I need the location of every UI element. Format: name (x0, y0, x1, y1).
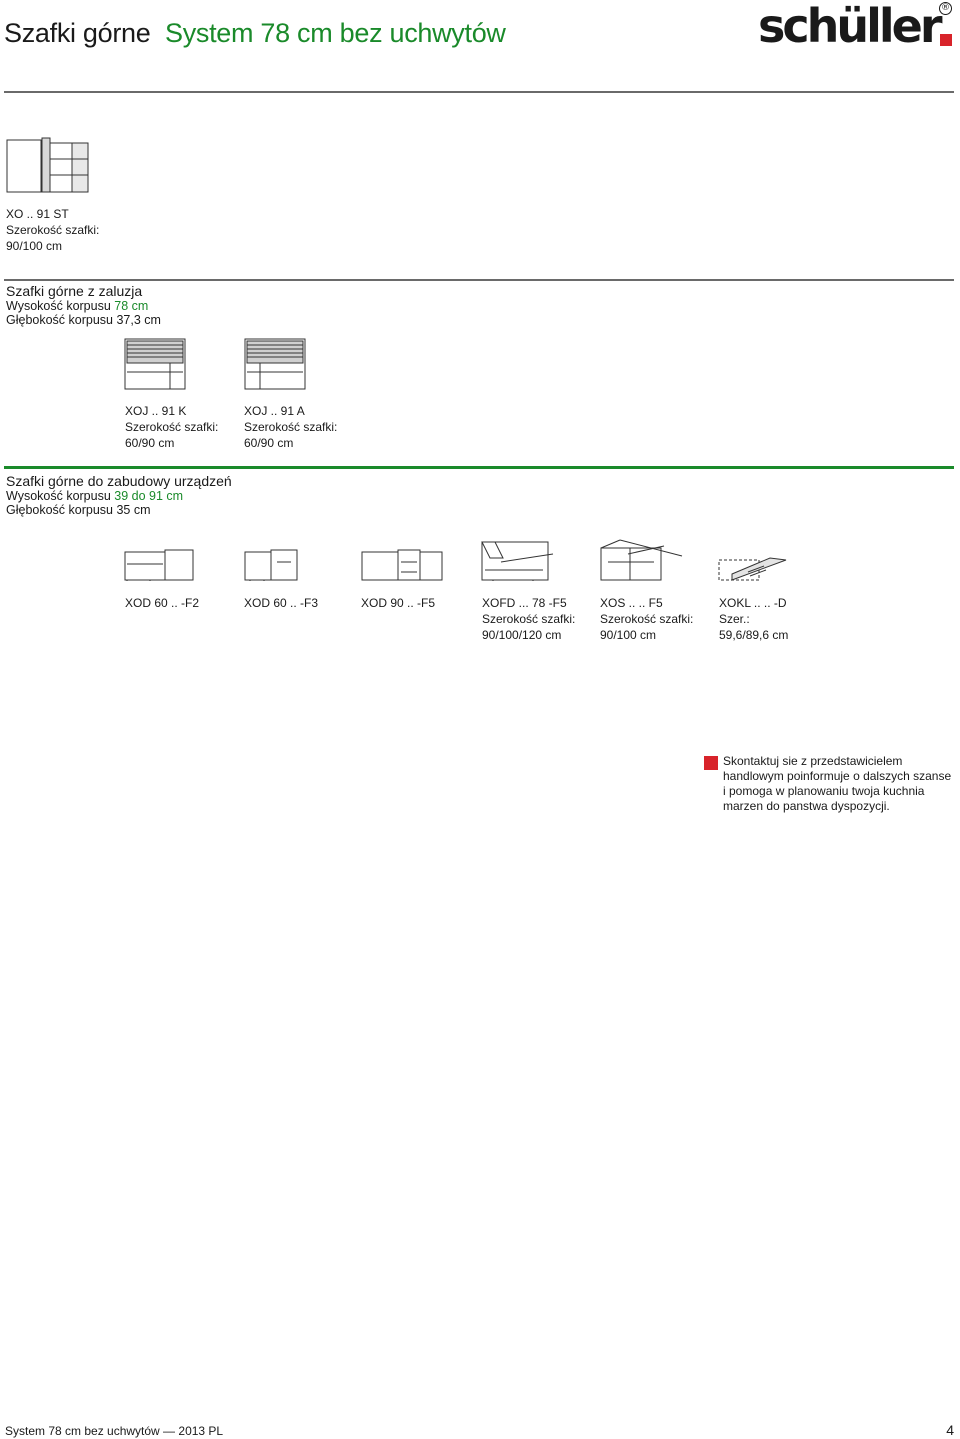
roller-section-heading: Szafki górne z zaluzja (6, 283, 143, 299)
cabinet-drawing-xod-60-f2 (124, 548, 194, 582)
section-divider (4, 279, 954, 281)
logo-wordmark: schüller (758, 0, 940, 53)
registered-mark: ® (941, 3, 950, 13)
appliance-section-heading: Szafki górne do zabudowy urządzeń (6, 473, 232, 489)
item-width-label: Szerokość szafki: (482, 612, 576, 626)
green-section-divider (4, 466, 954, 469)
appliance-height-value: 39 do 91 cm (114, 489, 184, 503)
item-width-label: Szerokość szafki: (600, 612, 694, 626)
item-xod-90-f5 (361, 595, 435, 611)
appliance-height-label: Wysokość korpusu (6, 489, 111, 503)
item-code: XOKL .. .. -D (719, 596, 787, 610)
item-xo-91-st (6, 206, 99, 254)
item-code: XO .. 91 ST (6, 207, 69, 221)
header-divider (4, 91, 954, 93)
item-code: XOS .. .. F5 (600, 596, 663, 610)
logo-red-square (940, 34, 952, 46)
roller-cabinet-drawing-a (244, 338, 306, 390)
item-xod-60-f3 (244, 595, 318, 611)
item-width-value: 90/100 cm (6, 239, 63, 253)
item-code: XOD 60 .. -F3 (244, 596, 319, 610)
roller-depth-line: Głębokość korpusu 37,3 cm (6, 313, 161, 327)
item-xoj-91-k (125, 403, 218, 451)
roller-height-label: Wysokość korpusu (6, 299, 111, 313)
item-width-label: Szerokość szafki: (244, 420, 338, 434)
item-code: XOD 60 .. -F2 (125, 596, 200, 610)
item-width-value: 60/90 cm (244, 436, 294, 450)
page-subtitle: System 78 cm bez uchwytów (165, 18, 506, 48)
page-number: 4 (946, 1422, 954, 1438)
item-width-value: 90/100/120 cm (482, 628, 562, 642)
item-width-value: 60/90 cm (125, 436, 175, 450)
item-xokl-d (719, 595, 788, 643)
item-code: XOJ .. 91 K (125, 404, 187, 418)
item-code: XOD 90 .. -F5 (361, 596, 436, 610)
page-title: Szafki górne (4, 18, 151, 48)
corner-cabinet-drawing (6, 137, 90, 193)
note-text: Skontaktuj sie z przedstawicielem handlowym poinformuje o dalszych szanse i pomoga w planowaniu twoja kuchnia marzen do panstwa dyspozycji. (723, 754, 952, 813)
cabinet-drawing-xofd-78-f5 (481, 540, 555, 582)
item-width-value: 59,6/89,6 cm (719, 628, 789, 642)
brand-logo (758, 0, 958, 53)
item-width-label: Szerokość szafki: (125, 420, 219, 434)
item-xod-60-f2 (125, 595, 199, 611)
item-width-label: Szer.: (719, 612, 750, 626)
cabinet-drawing-xod-60-f3 (244, 548, 300, 582)
cabinet-drawing-xod-90-f5 (361, 548, 443, 582)
roller-height-value: 78 cm (114, 299, 149, 313)
footer-text: System 78 cm bez uchwytów — 2013 PL (5, 1424, 224, 1438)
item-xofd-78-f5 (482, 595, 575, 643)
item-xos-f5 (600, 595, 693, 643)
roller-cabinet-drawing-k (124, 338, 186, 390)
note-red-square (704, 756, 718, 770)
item-code: XOJ .. 91 A (244, 404, 305, 418)
cabinet-drawing-xos-f5 (600, 538, 684, 582)
item-xoj-91-a (244, 403, 337, 451)
item-code: XOFD ... 78 -F5 (482, 596, 567, 610)
cabinet-drawing-xokl-d (718, 556, 788, 582)
item-width-value: 90/100 cm (600, 628, 657, 642)
item-width-label: Szerokość szafki: (6, 223, 100, 237)
appliance-depth-line: Głębokość korpusu 35 cm (6, 503, 151, 517)
